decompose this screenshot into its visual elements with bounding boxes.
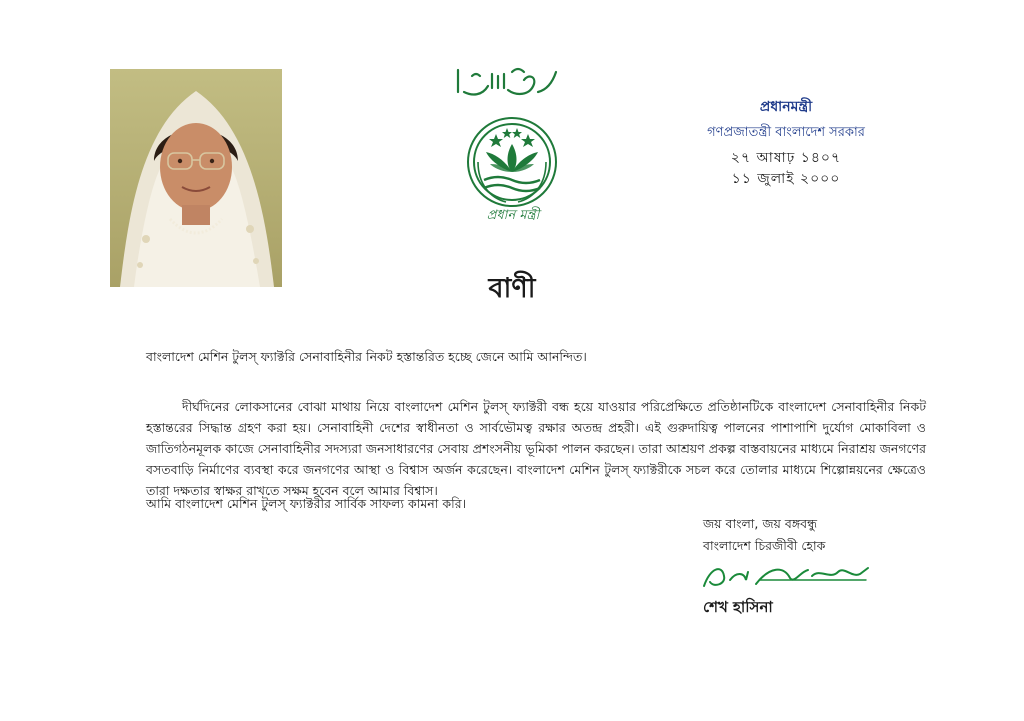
body-paragraph-3: আমি বাংলাদেশ মেশিন টুলস্ ফ্যাক্টরীর সার্বিক সাফল্য কামনা করি।	[146, 496, 467, 511]
signer-name: শেখ হাসিনা	[703, 598, 773, 616]
emblem-caption: প্রধান মন্ত্রী	[486, 208, 540, 223]
portrait-photo	[110, 69, 282, 287]
bismillah-calligraphy-icon	[452, 62, 564, 102]
closing-block	[703, 513, 825, 557]
date-bengali: ২৭ আষাঢ় ১৪০৭	[730, 150, 842, 166]
body-paragraph-1: বাংলাদেশ মেশিন টুলস্ ফ্যাক্টরি সেনাবাহিনীর নিকট হস্তান্তরিত হচ্ছে জেনে আমি আনন্দিত।	[146, 349, 587, 364]
office-header	[656, 95, 916, 144]
portrait-image	[110, 69, 282, 287]
message-heading: বাণী	[488, 273, 536, 304]
closing-line-1: জয় বাংলা, জয় বঙ্গবন্ধু	[703, 516, 817, 531]
office-subtitle: গণপ্রজাতন্ত্রী বাংলাদেশ সরকার	[707, 125, 865, 140]
date-gregorian: ১১ জুলাই ২০০০	[731, 171, 841, 187]
office-title: প্রধানমন্ত্রী	[759, 99, 813, 115]
body-paragraph-2: দীর্ঘদিনের লোকসানের বোঝা মাথায় নিয়ে বাংলাদেশ মেশিন টুলস্ ফ্যাক্টরী বন্ধ হয়ে যাওয়ার পরিপ্রেক্ষিতে প্রতিষ্ঠানটিকে বাংলাদেশ সেনাবাহিনীর নিকট হস্তান্তরের সিদ্ধান্ত গ্রহণ করা হয়। সেনাবাহিনী দেশের স্বাধীনতা ও সার্বভৌমত্ব রক্ষার অতন্দ্র প্রহরী। এই গুরুদায়িত্ব পালনের পাশাপাশি দুর্যোগ মোকাবিলা ও জাতিগঠনমূলক কাজে সেনাবাহিনীর সদস্যরা জনসাধারণের সেবায় প্রশংসনীয় ভূমিকা পালন করছেন। তারা আশ্রয়ণ প্রকল্প বাস্তবায়নের মাধ্যমে নিরাশ্রয় জনগণের বসতবাড়ি নির্মাণের ব্যবস্থা করে জনগণের আস্থা ও বিশ্বাস অর্জন করেছেন। বাংলাদেশ মেশিন টুলস্ ফ্যাক্টরীকে সচল করে তোলার মাধ্যমে শিল্পোন্নয়নের ক্ষেত্রেও তারা দক্ষতার স্বাক্ষর রাখতে সক্ষম হবেন বলে আমার বিশ্বাস।	[146, 399, 926, 498]
handwritten-signature-icon	[700, 558, 872, 594]
closing-line-2: বাংলাদেশ চিরজীবী হোক	[703, 538, 826, 553]
